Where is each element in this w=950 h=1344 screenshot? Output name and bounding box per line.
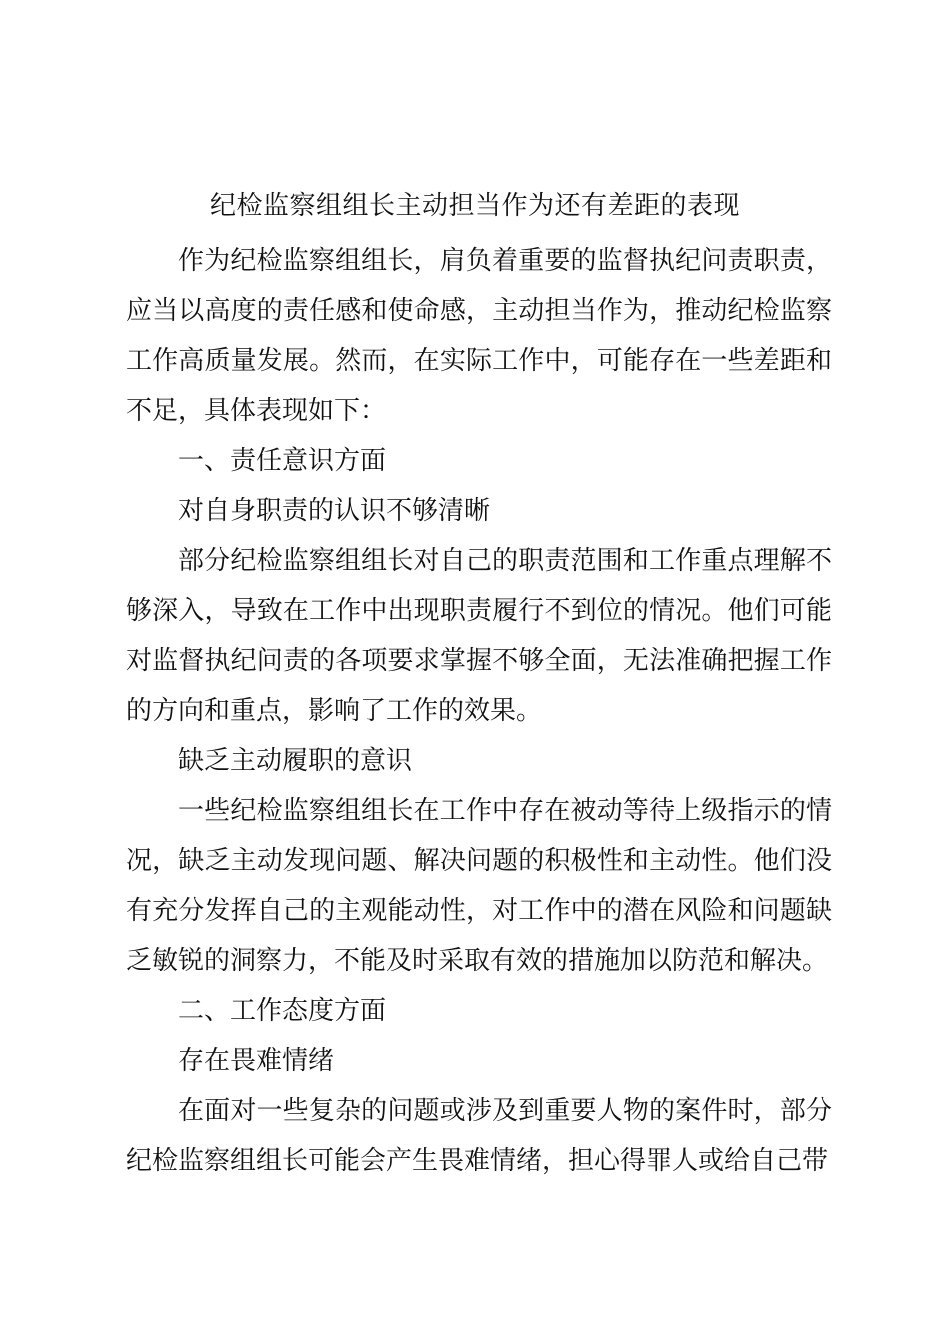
section-heading-responsibility: 一、责任意识方面: [178, 446, 387, 476]
paragraph-proactive-duty: 一些纪检监察组组长在工作中存在被动等待上级指示的情况，缺乏主动发现问题、解决问题的积极性和主动性。他们没有充分发挥自己的主观能动性，对工作中的潜在风险和问题缺乏敏锐的洞察力，不能及时采取有效的措施加以防范和解决。: [126, 796, 832, 976]
document-body: [126, 236, 832, 1186]
section-heading-work-attitude: 二、工作态度方面: [178, 996, 387, 1026]
intro-paragraph: 作为纪检监察组组长，肩负着重要的监督执纪问责职责，应当以高度的责任感和使命感，主动担当作为，推动纪检监察工作高质量发展。然而，在实际工作中，可能存在一些差距和不足，具体表现如下：: [126, 246, 832, 426]
paragraph-fear-of-difficulty: 在面对一些复杂的问题或涉及到重要人物的案件时，部分纪检监察组组长可能会产生畏难情绪，担心得罪人或给自己带: [126, 1096, 832, 1176]
subheading-duty-awareness: 对自身职责的认识不够清晰: [178, 496, 491, 526]
subheading-proactive-duty: 缺乏主动履职的意识: [178, 746, 413, 776]
paragraph-duty-awareness: 部分纪检监察组组长对自己的职责范围和工作重点理解不够深入，导致在工作中出现职责履行不到位的情况。他们可能对监督执纪问责的各项要求掌握不够全面，无法准确把握工作的方向和重点，影响了工作的效果。: [126, 546, 832, 726]
document-title: 纪检监察组组长主动担当作为还有差距的表现: [209, 191, 740, 221]
subheading-fear-of-difficulty: 存在畏难情绪: [178, 1046, 335, 1076]
